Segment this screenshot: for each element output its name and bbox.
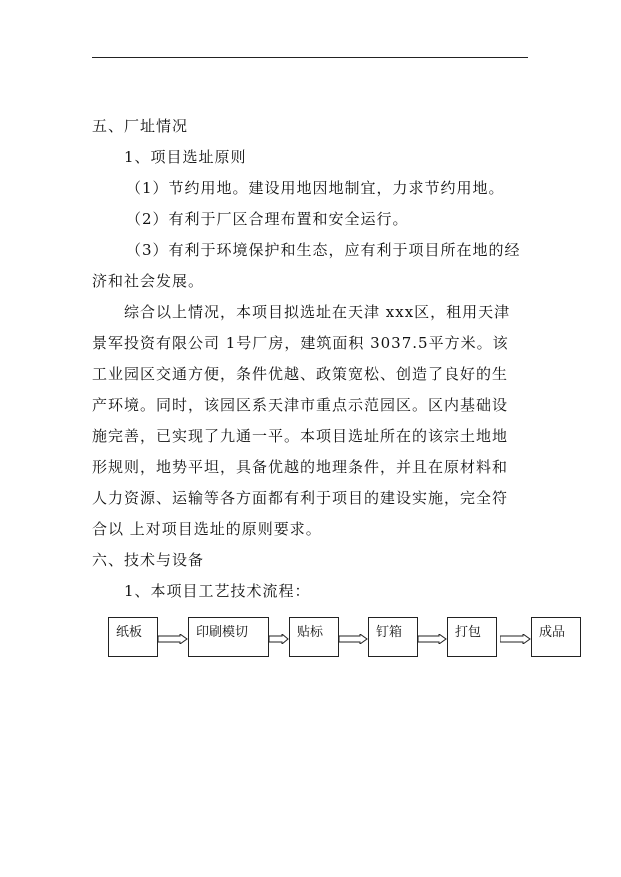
- section-6-subheading: 1、本项目工艺技术流程：: [124, 582, 311, 600]
- flow-step-label: 贴标: [297, 625, 324, 640]
- flow-arrow-icon: [500, 634, 531, 644]
- section-6-heading: 六、技术与设备: [92, 551, 205, 569]
- flow-step-label: 成品: [539, 625, 566, 640]
- flow-arrow-icon: [269, 634, 289, 644]
- principle-3-continued: 济和社会发展。: [92, 272, 205, 290]
- flow-step-box: [531, 617, 581, 657]
- flow-step-box: [447, 617, 497, 657]
- section-5-heading: 五、厂址情况: [92, 117, 189, 135]
- principle-1: （1）节约用地。建设用地因地制宜，力求节约用地。: [126, 179, 505, 197]
- principle-3: （3）有利于环境保护和生态，应有利于项目所在地的经: [126, 241, 521, 259]
- flow-step-label: 打包: [455, 625, 482, 640]
- summary-line: 合以 上对项目选址的原则要求。: [92, 520, 322, 538]
- summary-line: 形规则，地势平坦，具备优越的地理条件，并且在原材料和: [92, 458, 509, 476]
- principle-2: （2）有利于厂区合理布置和安全运行。: [126, 210, 409, 228]
- flow-step-box: [108, 617, 158, 657]
- flow-step-box: [368, 617, 418, 657]
- summary-line: 人力资源、运输等各方面都有利于项目的建设实施，完全符: [92, 489, 509, 507]
- section-5-subheading: 1、项目选址原则: [124, 148, 247, 166]
- summary-line: 景军投资有限公司 1号厂房，建筑面积 3037.5平方米。该: [92, 334, 509, 352]
- flow-arrow-icon: [339, 634, 368, 644]
- header-rule: [92, 57, 528, 58]
- flow-step-box: [188, 617, 269, 657]
- summary-line: 产环境。同时，该园区系天津市重点示范园区。区内基础设: [92, 396, 509, 414]
- summary-line: 工业园区交通方便，条件优越、政策宽松、创造了良好的生: [92, 365, 509, 383]
- summary-line: 施完善，已实现了九通一平。本项目选址所在的该宗土地地: [92, 427, 509, 445]
- flow-step-label: 纸板: [116, 625, 143, 640]
- flow-step-box: [289, 617, 339, 657]
- flow-arrow-icon: [158, 634, 188, 644]
- flow-step-label: 印刷模切: [196, 625, 249, 640]
- flow-arrow-icon: [418, 634, 447, 644]
- summary-line: 综合以上情况，本项目拟选址在天津 xxx区，租用天津: [124, 303, 511, 321]
- flow-step-label: 钉箱: [376, 625, 403, 640]
